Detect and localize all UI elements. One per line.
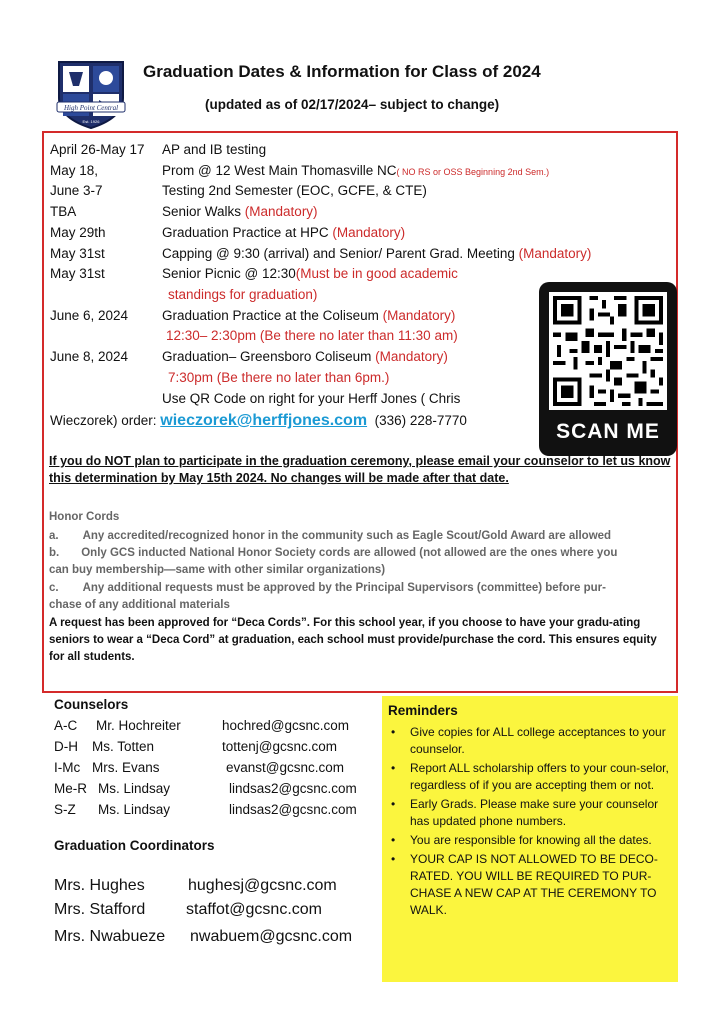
schedule-time: 12:30– 2:30pm (Be there no later than 11:30 am) xyxy=(166,328,458,343)
honor-cords-heading: Honor Cords xyxy=(49,511,120,523)
schedule-date: June 6, 2024 xyxy=(50,308,129,323)
honor-marker: b. xyxy=(49,547,60,559)
schedule-time: 7:30pm (Be there no later than 6pm.) xyxy=(168,370,390,385)
page-title: Graduation Dates & Information for Class of 2024 xyxy=(143,62,541,81)
counselor-email[interactable]: hochred@gcsnc.com xyxy=(222,718,350,733)
counselor-range: I-Mc xyxy=(54,760,81,775)
schedule-event: Graduation Practice at the Coliseum xyxy=(162,308,383,323)
schedule-date: May 31st xyxy=(50,266,105,281)
coordinators-heading: Graduation Coordinators xyxy=(54,838,215,853)
schedule-note: (Mandatory) xyxy=(518,246,592,261)
deca-cord-paragraph: A request has been approved for “Deca Cords”. For this school year, if you choose to have your gradu-ating seniors to wear a “Deca Cord” at graduation, each school must provide/purchase the cord. This ensures equity for all students. xyxy=(49,617,657,663)
schedule-note: (Mandatory) xyxy=(382,308,456,323)
reminders-heading: Reminders xyxy=(388,703,458,718)
honor-text: Any additional requests must be approved by the Principal Supervisors (committee) before pur- xyxy=(82,582,606,594)
schedule-date: May 18, xyxy=(50,163,99,178)
honor-item-a xyxy=(49,528,677,545)
schedule-event: Graduation– Greensboro Coliseum xyxy=(162,349,376,364)
schedule-event: AP and IB testing xyxy=(162,142,267,157)
schedule-item xyxy=(162,204,318,219)
reminder-text: YOUR CAP IS NOT ALLOWED TO BE DECO-RATED. YOU WILL BE REQUIRED TO PUR-CHASE A NEW CAP AT THE CEREMONY TO WALK. xyxy=(410,852,658,917)
counselor-range: D-H xyxy=(54,739,78,754)
bullet-icon: • xyxy=(391,761,396,775)
list-item xyxy=(388,832,676,849)
bullet-icon: • xyxy=(391,833,396,847)
bullet-icon: • xyxy=(391,852,396,866)
schedule-date: May 31st xyxy=(50,246,105,261)
coordinator-email[interactable]: nwabuem@gcsnc.com xyxy=(190,928,353,945)
bullet-icon: • xyxy=(391,725,396,739)
counselors-heading: Counselors xyxy=(54,697,129,712)
schedule-item xyxy=(162,266,458,281)
schedule-date: April 26-May 17 xyxy=(50,142,145,157)
reminders-box xyxy=(382,696,678,982)
schedule-event: Prom @ 12 West Main Thomasville NC xyxy=(162,163,397,178)
counselor-email[interactable]: lindsas2@gcsnc.com xyxy=(229,781,357,796)
reminder-text: Report ALL scholarship offers to your coun-selor, regardless of if you are accepting them or not. xyxy=(410,761,669,792)
counselor-range: S-Z xyxy=(54,802,76,817)
qr-scan-label: SCAN ME xyxy=(556,420,660,443)
herff-email-link[interactable]: wieczorek@herffjones.com xyxy=(160,412,368,429)
counselor-name: Mr. Hochreiter xyxy=(96,718,181,733)
coordinator-email[interactable]: staffot@gcsnc.com xyxy=(186,901,322,918)
honor-text: Any accredited/recognized honor in the community such as Eagle Scout/Gold Award are allowed xyxy=(82,530,612,542)
schedule-date: TBA xyxy=(50,204,77,219)
coordinator-name: Mrs. Nwabueze xyxy=(54,928,166,945)
schedule-note: (Mandatory) xyxy=(332,225,406,240)
schedule-event: Capping @ 9:30 (arrival) and Senior/ Parent Grad. Meeting xyxy=(162,246,519,261)
list-item xyxy=(388,796,676,830)
honor-marker: a. xyxy=(49,530,59,542)
schedule-note: (Must be in good academic xyxy=(295,266,458,281)
page-subtitle: (updated as of 02/17/2024– subject to change) xyxy=(205,97,500,112)
reminder-text: You are responsible for knowing all the dates. xyxy=(410,833,652,847)
list-item xyxy=(388,760,676,794)
schedule-item xyxy=(162,308,455,323)
schedule-date: May 29th xyxy=(50,225,106,240)
honor-text: can buy membership—same with other similar organizations) xyxy=(49,564,386,576)
schedule-event: Graduation Practice at HPC xyxy=(162,225,333,240)
list-item xyxy=(388,724,676,758)
counselor-email[interactable]: tottenj@gcsnc.com xyxy=(222,739,338,754)
counselor-email[interactable]: lindsas2@gcsnc.com xyxy=(229,802,357,817)
bullet-icon: • xyxy=(391,797,396,811)
reminder-text: Early Grads. Please make sure your counselor has updated phone numbers. xyxy=(410,797,659,828)
counselor-email[interactable]: evanst@gcsnc.com xyxy=(226,760,344,775)
schedule-date: June 3-7 xyxy=(50,183,103,198)
schedule-note: (Mandatory) xyxy=(375,349,448,364)
counselor-name: Ms. Totten xyxy=(92,739,155,754)
qr-code-icon xyxy=(549,292,667,410)
coordinator-email[interactable]: hughesj@gcsnc.com xyxy=(188,877,337,894)
counselor-name: Ms. Lindsay xyxy=(98,781,171,796)
counselor-range: A-C xyxy=(54,718,78,733)
schedule-note: ( NO RS or OSS Beginning 2nd Sem.) xyxy=(396,167,550,177)
herff-order-line xyxy=(50,412,467,430)
honor-text: Only GCS inducted National Honor Society cords are allowed (not allowed are the ones where you xyxy=(81,547,618,559)
schedule-event: Senior Picnic @ 12:30 xyxy=(162,266,296,281)
reminders-list xyxy=(388,724,676,921)
honor-marker: c. xyxy=(49,582,59,594)
herff-phone: (336) 228-7770 xyxy=(374,413,467,428)
herff-instructions: Use QR Code on right for your Herff Jones ( Chris xyxy=(162,391,461,406)
counselor-range: Me-R xyxy=(54,781,87,796)
honor-item-c xyxy=(49,580,677,597)
coordinator-name: Mrs. Hughes xyxy=(54,877,145,894)
school-crest-logo xyxy=(55,58,127,130)
counselor-name: Ms. Lindsay xyxy=(98,802,171,817)
honor-item-b xyxy=(49,545,677,562)
qr-code-card[interactable] xyxy=(539,282,677,456)
schedule-event: Testing 2nd Semester (EOC, GCFE, & CTE) xyxy=(162,183,427,198)
schedule-date: June 8, 2024 xyxy=(50,349,129,364)
schedule-event: Senior Walks xyxy=(162,204,245,219)
coordinator-name: Mrs. Stafford xyxy=(54,901,146,918)
schedule-item xyxy=(162,225,405,240)
honor-text: chase of any additional materials xyxy=(49,599,230,611)
crest-est: Est. 1926 xyxy=(82,119,100,124)
schedule-note-continued: standings for graduation) xyxy=(168,287,318,302)
crest-text: High Point Central xyxy=(63,104,119,112)
counselor-name: Mrs. Evans xyxy=(92,760,160,775)
schedule-note: (Mandatory) xyxy=(244,204,318,219)
participation-notice: If you do NOT plan to participate in the graduation ceremony, please email your counselor to let us know this determination by May 15th 2024. No changes will be made after that date. xyxy=(49,454,671,485)
herff-prefix: Wieczorek) order: xyxy=(50,413,161,428)
schedule-item xyxy=(162,349,448,364)
reminder-text: Give copies for ALL college acceptances to your counselor. xyxy=(410,725,666,756)
schedule-item xyxy=(162,246,591,261)
schedule-item xyxy=(162,163,549,178)
list-item xyxy=(388,851,676,919)
